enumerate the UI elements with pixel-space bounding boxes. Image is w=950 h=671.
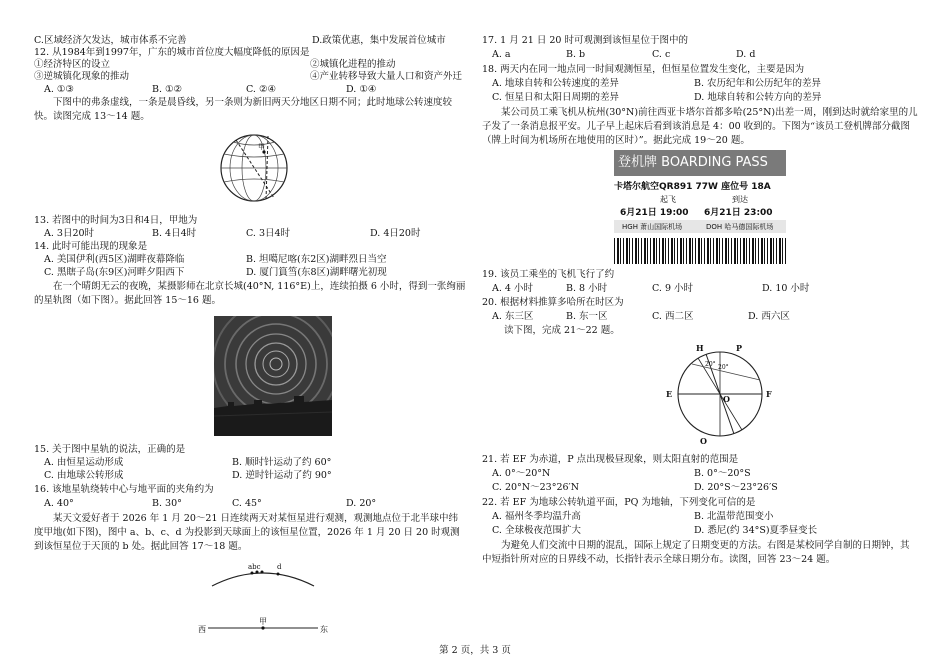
q12-stmt-2: ②城镇化进程的推动: [310, 59, 396, 70]
q22-option-d: D. 悉尼(约 34°S)夏季昼变长: [694, 525, 818, 536]
intro-23-24: 为避免人们交流中日期的混乱，国际上规定了日期变更的方法。右图是某校同学自制的日期钟，其中短指针所对应的日界线不动，长指针表示全球日期分布。读图，回答 23～24 题。: [482, 540, 910, 565]
q13-option-a: A. 3日20时: [44, 228, 95, 239]
q14-option-c: C. 黑瞎子岛(东9区)河畔夕阳西下: [44, 267, 185, 278]
q20-option-d: D. 西六区: [748, 311, 790, 322]
boarding-pass-barcode: [614, 238, 786, 264]
q22-option-a: A. 福州冬季均温升高: [492, 511, 581, 522]
arc-label-abc: abc: [248, 563, 261, 571]
q14-option-d: D. 厦门篔筜(东8区)湖畔曙光初现: [246, 267, 387, 278]
globe-diagram: [218, 132, 290, 204]
q13-option-c: C. 3日4时: [246, 228, 291, 239]
q21-option-b: B. 0°～20°S: [694, 468, 751, 479]
q21-stem: 21. 若 EF 为赤道，P 点出现极昼现象，则太阳直射的范围是: [482, 454, 739, 465]
q19-option-c: C. 9 小时: [652, 283, 694, 294]
q12-option-b: B. ①②: [152, 84, 183, 95]
q19-option-a: A. 4 小时: [492, 283, 533, 294]
q20-stem: 20. 根据材料推算多哈所在时区为: [482, 297, 624, 308]
q16-stem: 16. 该地星轨绕转中心与地平面的夹角约为: [34, 484, 214, 495]
celestial-circle-diagram: [662, 340, 778, 444]
q14-option-a: A. 美国伊利(西5区)湖畔夜幕降临: [44, 254, 185, 265]
boarding-pass-dep-time: 6月21日 19:00: [620, 208, 689, 218]
q16-option-a: A. 40°: [44, 498, 74, 509]
q11-option-c: C.区域经济欠发达，城市体系不完善: [34, 35, 187, 46]
circle-label-o: O: [723, 394, 730, 404]
circle-label-f: F: [766, 389, 772, 399]
circle-angle-1: 20°: [705, 361, 716, 368]
q18-option-c: C. 恒星日和太阳日周期的差异: [492, 92, 619, 103]
circle-label-q: Q: [700, 436, 707, 444]
q15-option-c: C. 由地球公转形成: [44, 470, 124, 481]
intro-17-18: 某天文爱好者于 2026 年 1 月 20～21 日连续两天对某恒星进行观测，观测地点位于北半球中纬度甲地(如下图)，图中 a、b、c、d 为投影到天球面上的该恒星位置，2026 年 1 月 20 日 20 时观测到该恒星位于天顶的 b 处。据此回答 17～18 题。: [34, 513, 460, 552]
q14-option-b: B. 坦噶尼喀(东2区)湖畔烈日当空: [246, 254, 387, 265]
q18-option-d: D. 地球自转和公转方向的差异: [694, 92, 822, 103]
page-footer: 第 2 页，共 3 页: [439, 645, 511, 656]
q11-option-d: D.政策优惠，集中发展首位城市: [312, 35, 446, 46]
q15-option-a: A. 由恒星运动形成: [44, 457, 124, 468]
q17-option-d: D. d: [736, 49, 756, 60]
q13-option-d: D. 4日20时: [370, 228, 421, 239]
q22-option-b: B. 北温带范围变小: [694, 511, 774, 522]
globe-label-jia: 甲: [258, 143, 265, 151]
q19-option-d: D. 10 小时: [762, 283, 810, 294]
boarding-pass-title: 登机牌 BOARDING PASS: [614, 150, 786, 176]
q19-option-b: B. 8 小时: [566, 283, 608, 294]
q21-option-c: C. 20°N～23°26′N: [492, 482, 580, 493]
q17-option-c: C. c: [652, 49, 671, 60]
arc-label-d: d: [277, 563, 282, 571]
q21-option-a: A. 0°～20°N: [492, 468, 551, 479]
q15-stem: 15. 关于图中星轨的说法，正确的是: [34, 444, 186, 455]
circle-label-e: E: [666, 389, 673, 399]
q17-option-a: A. a: [492, 49, 511, 60]
star-trail-photo: [214, 316, 332, 436]
q17-stem: 17. 1 月 21 日 20 时可观测到该恒星位于图中的: [482, 35, 688, 46]
circle-label-p: P: [736, 343, 743, 353]
q15-option-d: D. 逆时针运动了约 90°: [232, 470, 332, 481]
q20-option-b: B. 东一区: [566, 311, 608, 322]
q12-option-a: A. ①③: [44, 84, 74, 95]
star-arc-diagram: [198, 560, 328, 638]
q20-option-c: C. 西二区: [652, 311, 694, 322]
circle-label-h: H: [696, 343, 704, 353]
q18-option-b: B. 农历纪年和公历纪年的差异: [694, 78, 822, 89]
boarding-pass-arr-label: 到达: [732, 195, 748, 204]
circle-angle-2: 20°: [718, 364, 729, 371]
q20-option-a: A. 东三区: [492, 311, 534, 322]
q12-option-c: C. ②④: [246, 84, 277, 95]
boarding-pass: [614, 150, 786, 266]
intro-21-22: 读下图，完成 21～22 题。: [504, 325, 620, 336]
q18-option-a: A. 地球自转和公转速度的差异: [492, 78, 619, 89]
q14-stem: 14. 此时可能出现的现象是: [34, 241, 148, 252]
q17-option-b: B. b: [566, 49, 586, 60]
q16-option-b: B. 30°: [152, 498, 182, 509]
boarding-pass-dep-port: HGH 萧山国际机场: [622, 223, 683, 231]
q22-stem: 22. 若 EF 为地球公转轨道平面，PQ 为地轴，下列变化可信的是: [482, 497, 756, 508]
boarding-pass-dep-label: 起飞: [660, 195, 676, 204]
arc-label-jia: 甲: [259, 617, 267, 626]
q16-option-c: C. 45°: [232, 498, 262, 509]
boarding-pass-flight: 卡塔尔航空QR891 77W 座位号 18A: [614, 182, 771, 192]
q18-stem: 18. 两天内在同一地点同一时间观测恒星，但恒星位置发生变化，主要是因为: [482, 64, 805, 75]
q12-option-d: D. ①④: [346, 84, 377, 95]
boarding-pass-arr-time: 6月21日 23:00: [704, 208, 773, 218]
q12-stmt-1: ①经济特区的设立: [34, 59, 111, 70]
q16-option-d: D. 20°: [346, 498, 377, 509]
q19-stem: 19. 该员工乘坐的飞机飞行了约: [482, 269, 615, 280]
q21-option-d: D. 20°S～23°26′S: [694, 482, 778, 493]
q12-stem: 12. 从1984年到1997年，广东的城市首位度大幅度降低的原因是: [34, 47, 310, 58]
intro-13-14: 下图中的弗条虚线，一条是晨昏线，另一条则为新旧两天分地区日期不同；此时地球公转速度较快。读图完成 13～14 题。: [34, 97, 453, 122]
intro-15-16: 在一个晴朗无云的夜晚，某摄影师在北京长城(40°N, 116°E)上，连续拍摄 6 小时，得到一张绚丽的星轨图（如下图）。据此回答 15～16 题。: [34, 281, 466, 306]
arc-label-east: 东: [320, 625, 328, 634]
q13-option-b: B. 4日4时: [152, 228, 197, 239]
q13-stem: 13. 若图中的时间为3日和4日，甲地为: [34, 215, 198, 226]
q22-option-c: C. 全球极夜范围扩大: [492, 525, 581, 536]
q12-stmt-4: ④产业转移导致大量人口和资产外迁: [310, 71, 463, 82]
boarding-pass-arr-port: DOH 哈马德国际机场: [706, 223, 774, 231]
arc-label-west: 西: [198, 625, 206, 634]
q15-option-b: B. 顺时针运动了约 60°: [232, 457, 332, 468]
q12-stmt-3: ③逆城镇化现象的推动: [34, 71, 130, 82]
intro-19-20: 某公司员工乘飞机从杭州(30°N)前往西亚卡塔尔首都多哈(25°N)出差一周，刚到达时就给家里的儿子发了一条消息报平安。儿子早上起床后看到该消息是 4：00 收到的。下图为“该员工登机牌部分截图（牌上时间为机场所在地使用的区时）”。据此完成 19～20 题。: [482, 107, 918, 146]
